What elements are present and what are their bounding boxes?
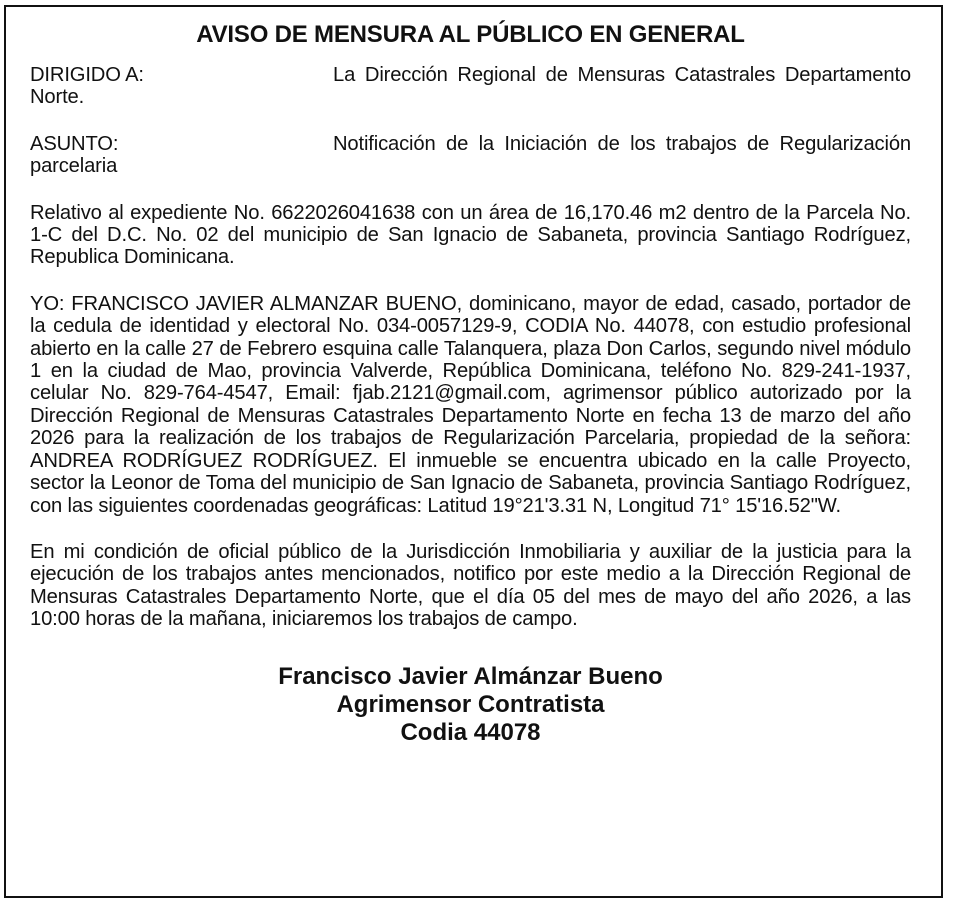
addressee-text: La Dirección Regional de Mensuras Catastrales Departamento Norte. [30, 64, 911, 109]
notice-title: AVISO DE MENSURA AL PÚBLICO EN GENERAL [196, 21, 745, 48]
subject-text: Notificación de la Iniciación de los trabajos de Regularización parcelaria [30, 132, 911, 178]
signature-codia: Codia 44078 [400, 718, 541, 746]
paragraph-notification: En mi condición de oficial público de la Jurisdicción Inmobiliaria y auxiliar de la justicia para la ejecución de los trabajos antes mencionados, notifico por este medio a la Dirección Regional de Mensuras Catastrales Departamento Norte, que el día 05 del mes de mayo del año 2026, a las 10:00 horas de la mañana, iniciaremos los trabajos de campo. [30, 540, 911, 631]
paragraph-file-reference: Relativo al expediente No. 6622026041638 con un área de 16,170.46 m2 dentro de la Parcela No. 1-C del D.C. No. 02 del municipio de San Ignacio de Sabaneta, provincia Santiago Rodríguez, Republica Dominicana. [30, 201, 911, 269]
subject-label: ASUNTO: [30, 132, 119, 155]
addressee-label: DIRIGIDO A: [30, 64, 144, 86]
notice-frame [4, 5, 943, 898]
paragraph-surveyor-declaration: YO: FRANCISCO JAVIER ALMANZAR BUENO, dominicano, mayor de edad, casado, portador de la cedula de identidad y electoral No. 034-0057129-9, CODIA No. 44078, con estudio profesional abierto en la calle 27 de Febrero esquina calle Talanquera, plaza Don Carlos, segundo nivel módulo 1 en la ciudad de Mao, provincia Valverde, República Dominicana, teléfono No. 829-241-1937, celular No. 829-764-4547, Email: fjab.2121@gmail.com, agrimensor público autorizado por la Dirección Regional de Mensuras Catastrales Departamento Norte en fecha 13 de marzo del año 2026 para la realización de los trabajos de Regularización Parcelaria, propiedad de la señora: ANDREA RODRÍGUEZ RODRÍGUEZ. El inmueble se encuentra ubicado en la calle Proyecto, sector la Leonor de Toma del municipio de San Ignacio de Sabaneta, provincia Santiago Rodríguez, con las siguientes coordenadas geográficas: Latitud 19°21'3.31 N, Longitud 71° 15'16.52"W. [30, 292, 911, 517]
addressee-block [30, 64, 911, 109]
subject-block [30, 133, 911, 178]
signature-role: Agrimensor Contratista [336, 690, 605, 718]
signature-name: Francisco Javier Almánzar Bueno [278, 662, 663, 690]
signature-block [30, 663, 911, 747]
